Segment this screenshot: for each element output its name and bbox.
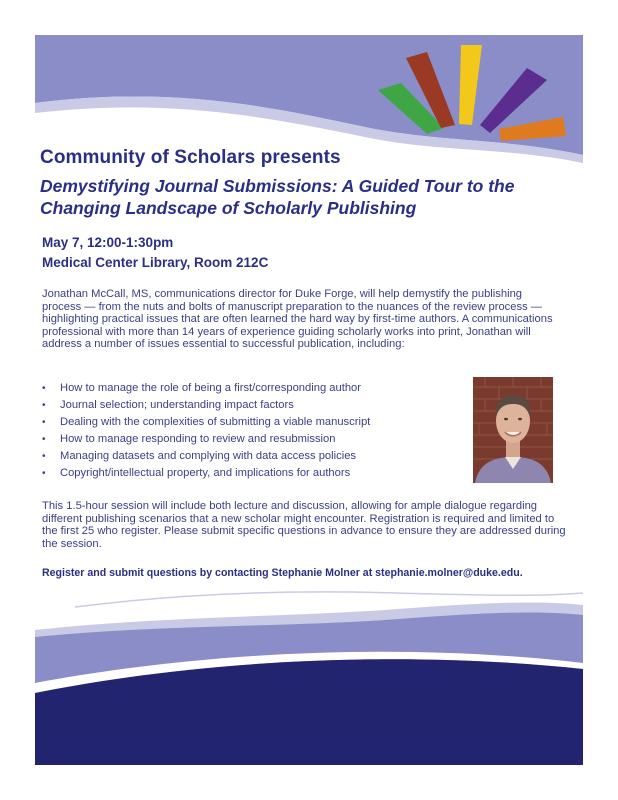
list-item: [42, 431, 462, 448]
list-item-text: Dealing with the complexities of submitting a viable manuscript: [60, 416, 371, 428]
list-item-text: How to manage the role of being a first/corresponding author: [60, 382, 361, 394]
list-item: [42, 397, 462, 414]
headline: Community of Scholars presents: [40, 147, 341, 168]
bullet-icon: •: [42, 434, 46, 445]
list-item-text: How to manage responding to review and resubmission: [60, 433, 336, 445]
bullet-icon: •: [42, 400, 46, 411]
footer-banner: [35, 585, 583, 765]
topic-list: [42, 380, 462, 482]
list-item: [42, 380, 462, 397]
bullet-icon: •: [42, 417, 46, 428]
list-item: [42, 414, 462, 431]
event-location: Medical Center Library, Room 212C: [42, 255, 269, 270]
list-item: [42, 465, 462, 482]
list-item-text: Journal selection; understanding impact factors: [60, 399, 294, 411]
list-item-text: Copyright/intellectual property, and implications for authors: [60, 467, 351, 479]
speaker-photo: [473, 377, 553, 483]
bullet-icon: •: [42, 383, 46, 394]
intro-paragraph: Jonathan McCall, MS, communications director for Duke Forge, will help demystify the publishing process — from the nuts and bolts of manuscript preparation to the nuances of the review process — highlighting practical issues that are often learned the hard way by first-time authors. A communications professional with more than 14 years of experience guiding scholarly works into print, Jonathan will address a number of issues essential to successful publication, including:: [42, 288, 553, 350]
bullet-icon: •: [42, 468, 46, 479]
event-title: Demystifying Journal Submissions: A Guided Tour to the Changing Landscape of Scholarly Publishing: [40, 176, 515, 218]
bullet-icon: •: [42, 451, 46, 462]
list-item: [42, 448, 462, 465]
registration-contact: Register and submit questions by contacting Stephanie Molner at stephanie.molner@duke.edu.: [42, 567, 523, 579]
flyer-page: [35, 35, 583, 765]
closing-paragraph: This 1.5-hour session will include both lecture and discussion, allowing for ample dialogue regarding different publishing scenarios that a new scholar might encounter. Registration is required and limited to the first 25 who register. Please submit specific questions in advance to ensure they are addressed during the session.: [42, 500, 566, 550]
event-date: May 7, 12:00-1:30pm: [42, 235, 174, 250]
list-item-text: Managing datasets and complying with data access policies: [60, 450, 357, 462]
